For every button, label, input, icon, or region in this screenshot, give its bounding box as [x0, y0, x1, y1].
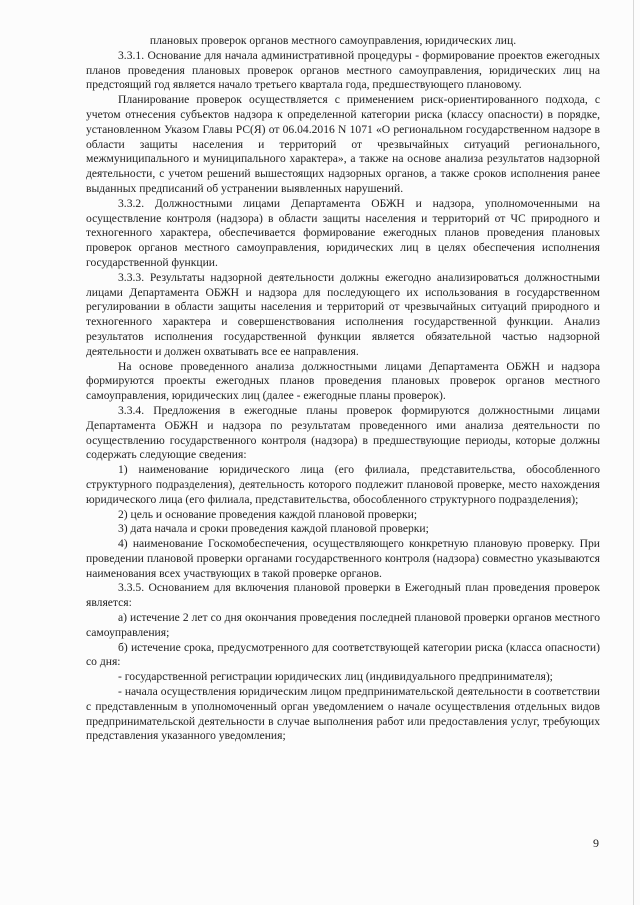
document-page [86, 34, 600, 744]
paragraph-analysis: На основе проведенного анализа должностными лицами Департамента ОБЖН и надзора формируются проекты ежегодных планов проведения плановых проверок органов местного самоуправления, юридических лиц (далее - ежегодные планы проверок). [86, 359, 600, 403]
list-item-dash-2: - начала осуществления юридическим лицом предпринимательской деятельности в соответствии с представленным в уполномоченный орган уведомлением о начале осуществления отдельных видов предпринимательской деятельности в случае выполнения работ или предоставления услуг, требующих представления указанного уведомления; [86, 685, 600, 743]
list-item-a: а) истечение 2 лет со дня окончания проведения последней плановой проверки органов местного самоуправления; [86, 611, 600, 639]
page-number: 9 [593, 836, 599, 850]
paragraph-3-3-2: 3.3.2. Должностными лицами Департамента ОБЖН и надзора, уполномоченными на осуществление контроля (надзора) в области защиты населения и территорий от ЧС природного и техногенного характера, обеспечивается формирование ежегодных планов проведения плановых проверок органов местного самоуправления, юридических лиц в целях обеспечения исполнения государственной функции. [86, 196, 600, 269]
paragraph-3-3-4: 3.3.4. Предложения в ежегодные планы проверок формируются должностными лицами Департамента ОБЖН и надзора по результатам проведенного ими анализа деятельности по осуществлению государственного контроля (надзора) в предшествующие периоды, которые должны содержать следующие сведения: [86, 403, 600, 462]
paragraph-planning: Планирование проверок осуществляется с применением риск-ориентированного подхода, с учетом отнесения субъектов надзора к определенной категории риска (классу опасности) в порядке, установленном Указом Главы РС(Я) от 06.04.2016 N 1071 «О региональном государственном надзоре в области защиты населения и территорий от чрезвычайных ситуаций регионального, межмуниципального и муниципального характера», а также на основе анализа результатов надзорной деятельности, с учетом решений вышестоящих надзорных органов, а также сроков исполнения ранее выданных предписаний об устранении выявленных нарушений. [86, 93, 600, 195]
list-item-dash-1: - государственной регистрации юридических лиц (индивидуального предпринимателя); [118, 670, 553, 684]
page-edge [633, 0, 634, 905]
list-item-3: 3) дата начала и сроки проведения каждой плановой проверки; [118, 522, 429, 536]
list-item-b: б) истечение срока, предусмотренного для соответствующей категории риска (класса опасности) со дня: [86, 640, 600, 669]
list-item-4: 4) наименование Госкомобеспечения, осуществляющего конкретную плановую проверку. При проведении плановой проверки органами государственного контроля (надзора) совместно указываются наименования всех участвующих в такой проверке органов. [86, 537, 600, 580]
paragraph-continuation: плановых проверок органов местного самоуправления, юридических лиц. [149, 34, 517, 47]
paragraph-3-3-3: 3.3.3. Результаты надзорной деятельности должны ежегодно анализироваться должностными лицами Департамента ОБЖН и надзора для последующего их использования в государственном регулировании в области защиты населения и территорий от чрезвычайных ситуаций природного и техногенного характера и совершенствования исполнения государственной функции. Анализ результатов исполнения государственной функции является обязательной частью надзорной деятельности и должен охватывать все ее направления. [86, 270, 600, 358]
paragraph-3-3-5: 3.3.5. Основанием для включения плановой проверки в Ежегодный план проведения проверок является: [86, 581, 600, 610]
list-item-1: 1) наименование юридического лица (его филиала, представительства, обособленного структурного подразделения), деятельность которого подлежит плановой проверке, место нахождения юридического лица (его филиала, представительства, обособленного структурного подразделения); [86, 463, 600, 506]
paragraph-3-3-1: 3.3.1. Основание для начала административной процедуры - формирование проектов ежегодных планов проведения плановых проверок органов местного самоуправления, юридических лиц на предстоящий год является начало третьего квартала года, предшествующего плановому. [86, 48, 600, 92]
list-item-2: 2) цель и основание проведения каждой плановой проверки; [118, 507, 418, 521]
